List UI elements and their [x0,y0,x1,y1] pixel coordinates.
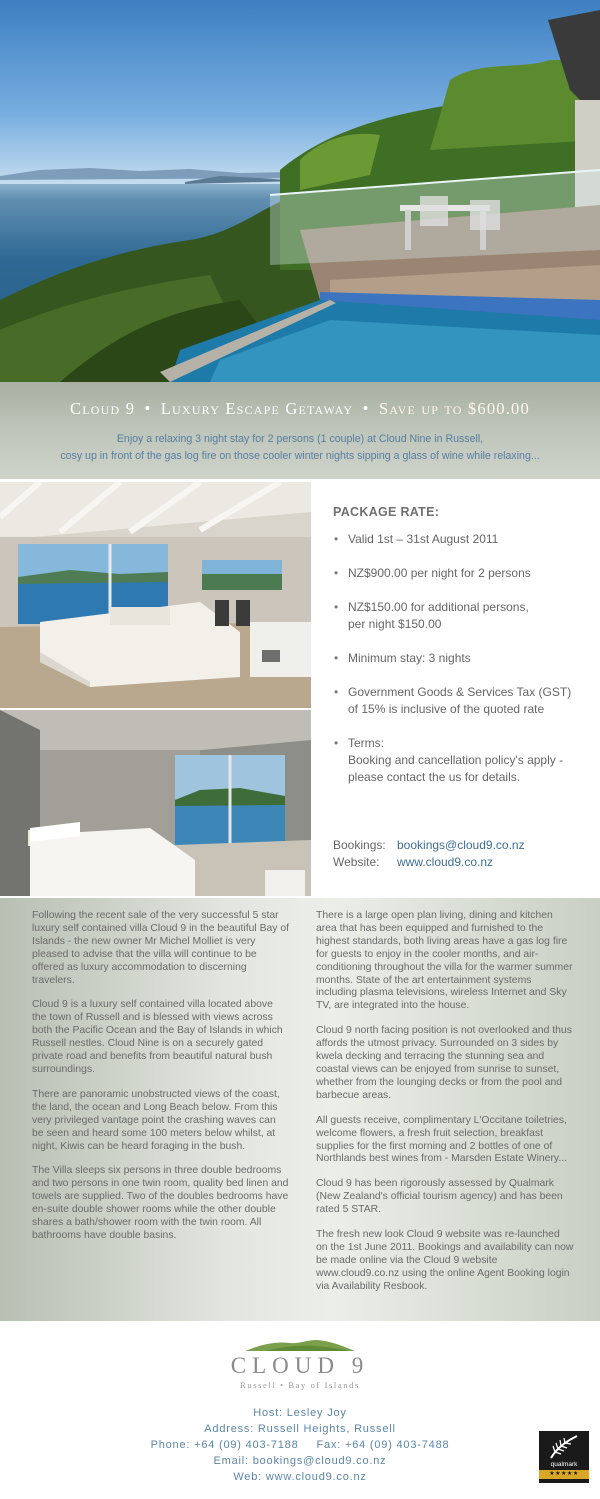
description-left-column [32,910,290,1255]
living-room-photo [0,482,311,708]
booking-contact [333,837,525,871]
paragraph: Cloud 9 has been rigorously assessed by Qualmark (New Zealand's official tourism agency) and has been rated 5 STAR. [316,1178,563,1216]
web-line[interactable]: Web: www.cloud9.co.nz [233,1471,367,1483]
bookings-row [333,837,525,854]
bedroom-photo [0,710,311,896]
package-line: • Valid 1st – 31st August 2011 [348,532,499,546]
package-heading: PACKAGE RATE: [333,505,440,519]
fax-number: Fax: +64 (09) 403-7488 [316,1439,450,1451]
paragraph: There is a large open plan living, dining and kitchen area that has been equipped and furnished to the highest standards, both living areas have a gas log fire for guests to enjoy in the cooler months, and air-conditioning throughout the villa for the warmer summer months. State of the art entertainment systems including plasma televisions, wireless Internet and Sky TV, are integrated into the house. [316,910,573,1012]
qualmark-badge [539,1431,589,1483]
package-line: per night $150.00 [348,617,442,631]
paragraph: The Villa sleeps six persons in three double bedrooms and two persons in one twin room, quality bed linen and towels are supplied. Two of the doubles bedrooms have en-suite double shower rooms while the other double shares a bath/shower room with the twin room. All bathrooms have double basins. [32,1165,289,1241]
website-label: Website: [333,855,380,869]
host-line: Host: Lesley Joy [253,1407,347,1419]
package-item-minimum-stay [333,650,593,667]
package-item-extra-persons [333,599,593,633]
phone-fax-line [0,1437,600,1453]
package-item-terms [333,735,593,786]
intro-line: cosy up in front of the gas log fire on those cooler winter nights sipping a glass of wine while relaxing... [60,450,540,462]
contact-details [0,1405,600,1485]
getaway-name: Luxury Escape Getaway [160,399,354,418]
package-item-gst [333,684,593,718]
email-line[interactable]: Email: bookings@cloud9.co.nz [213,1455,387,1467]
package-line: • Terms: [348,736,384,750]
paragraph: Cloud 9 is a luxury self contained villa located above the town of Russell and is blessed with views across both the Pacific Ocean and the Bay of Islands in which Russell nestles. Cloud Nine is on a securely gated private road and benefits from beautiful natural bush surroundings. [32,999,283,1075]
cloud9-logo [0,1339,600,1390]
rating-stars: ★★★★★ [539,1470,589,1479]
package-list [333,531,593,786]
package-line: please contact the us for details. [348,770,521,784]
package-line: • Minimum stay: 3 nights [348,651,471,665]
package-item-rate [333,565,593,582]
package-line: of 15% is inclusive of the quoted rate [348,702,545,716]
paragraph: All guests receive, complimentary L'Occitane toiletries, welcome flowers, a fresh fruit selection, breakfast supplies for the first morning and 2 bottles of one of Northlands best wines from - Marsden Estate Winery... [316,1114,568,1165]
logo-tagline: Russell • Bay of Islands [240,1380,360,1390]
fern-icon [547,1434,581,1460]
paragraph: There are panoramic unobstructed views of the coast, the land, the ocean and Long Beach below. From this very privileged vantage point the crashing waves can be seen and heard some 100 meters below whilst, at night, Kiwis can be heard foraging in the bush. [32,1088,280,1152]
package-line: • Government Goods & Services Tax (GST) [348,685,572,699]
description-right-column [316,910,574,1306]
package-item-validity [333,531,593,548]
website-row [333,854,525,871]
package-rate-panel [333,505,593,786]
hero-photo-pool-view [0,0,600,382]
paragraph: Following the recent sale of the very successful 5 star luxury self contained villa Cloud 9 in the beautiful Bay of Islands - the new owner Mr Michel Molliet is very pleased to advise that the villa will continue to be offered as luxury accommodation to discerning travelers. [32,910,290,986]
title-separator: • [144,399,152,418]
package-line: Booking and cancellation policy's apply - [348,753,564,767]
phone-number: Phone: +64 (09) 403-7188 [150,1439,299,1451]
bookings-email-link[interactable]: bookings@cloud9.co.nz [397,838,525,852]
package-line: • NZ$900.00 per night for 2 persons [348,566,531,580]
paragraph: Cloud 9 north facing position is not overlooked and thus affords the utmost privacy. Surrounded on 3 sides by kwela decking and terracing the stunning sea and coastal views can be enjoyed from sunrise to sunset, whether from the lounging decks or from the pool and barbecue areas. [316,1025,572,1101]
bedroom-illustration [0,710,311,896]
description-section [0,898,600,1321]
intro-text [0,431,600,465]
paragraph: The fresh new look Cloud 9 website was re-launched on the 1st June 2011. Bookings and availability can now be made online via the Cloud 9 website www.cloud9.co.nz using the online Agent Booking login via Availability Resbook. [316,1229,574,1292]
title-separator: • [362,399,370,418]
intro-line: Enjoy a relaxing 3 night stay for 2 persons (1 couple) at Cloud Nine in Russell, [116,433,484,445]
bookings-label: Bookings: [333,838,386,852]
website-link[interactable]: www.cloud9.co.nz [397,855,494,869]
title-banner [0,382,600,479]
savings-offer: Save up to $600.00 [378,399,530,418]
logo-wordmark: CLOUD 9 [230,1353,370,1378]
offer-headline [0,399,600,419]
address-line: Address: Russell Heights, Russell [204,1423,396,1435]
package-line: • NZ$150.00 for additional persons, [348,600,529,614]
living-room-illustration [0,482,311,708]
footer [0,1321,600,1499]
qualmark-name: qualmark [550,1461,578,1468]
hero-illustration [0,0,600,382]
brand-name: Cloud 9 [70,399,136,418]
mountain-logo-icon [245,1339,355,1351]
